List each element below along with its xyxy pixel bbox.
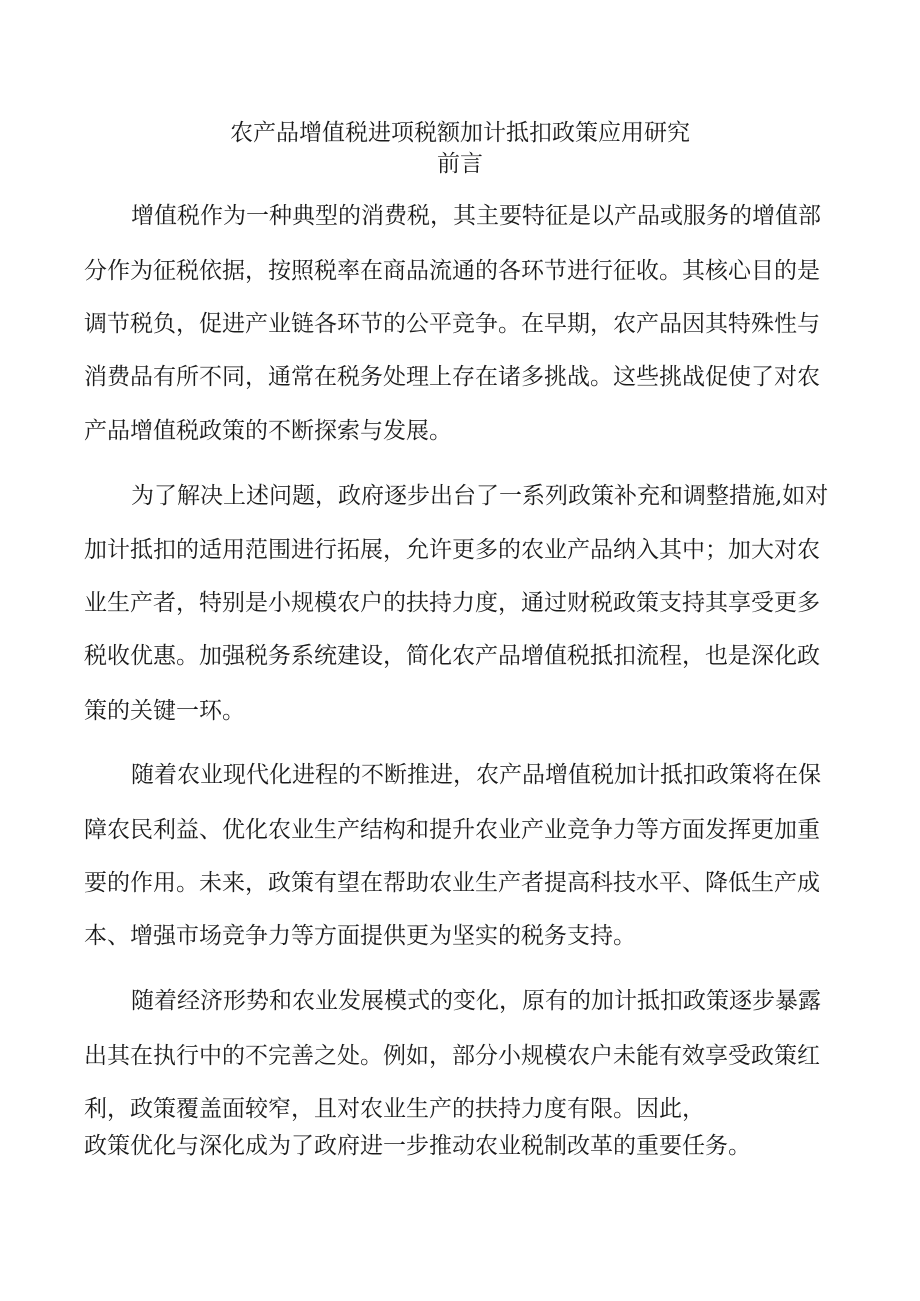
paragraph-4-line-1: 随着经济形势和农业发展模式的变化，原有的加计抵扣政策逐步暴露 [131, 988, 821, 1014]
paragraph-3-line-2: 障农民利益、优化农业生产结构和提升农业产业竞争力等方面发挥更加重 [84, 817, 820, 843]
document-title: 农产品增值税进项税额加计抵扣政策应用研究 [230, 120, 690, 146]
paragraph-1-line-1: 增值税作为一种典型的消费税，其主要特征是以产品或服务的增值部 [131, 203, 821, 229]
paragraph-1-line-3: 调节税负，促进产业链各环节的公平竞争。在早期，农产品因其特殊性与 [84, 311, 820, 337]
paragraph-2-line-3: 业生产者，特别是小规模农户的扶持力度，通过财税政策支持其享受更多 [84, 590, 820, 616]
paragraph-2-line-5: 策的关键一环。 [84, 698, 245, 724]
paragraph-1-line-4: 消费品有所不同，通常在税务处理上存在诸多挑战。这些挑战促使了对农 [84, 364, 820, 390]
paragraph-1-line-5: 产品增值税政策的不断探索与发展。 [84, 418, 452, 444]
paragraph-4-line-4: 政策优化与深化成为了政府进一步推动农业税制改革的重要任务。 [84, 1133, 751, 1159]
paragraph-3-line-3: 要的作用。未来，政策有望在帮助农业生产者提高科技水平、降低生产成 [84, 870, 820, 896]
paragraph-1-line-2: 分作为征税依据，按照税率在商品流通的各环节进行征收。其核心目的是 [84, 258, 820, 284]
paragraph-4-line-2: 出其在执行中的不完善之处。例如，部分小规模农户未能有效享受政策红 [84, 1043, 820, 1069]
paragraph-2-line-2: 加计抵扣的适用范围进行拓展，允许更多的农业产品纳入其中；加大对农 [84, 537, 820, 563]
document-subtitle: 前言 [437, 151, 483, 177]
paragraph-3-line-4: 本、增强市场竞争力等方面提供更为坚实的税务支持。 [84, 923, 636, 949]
paragraph-3-line-1: 随着农业现代化进程的不断推进，农产品增值税加计抵扣政策将在保 [131, 762, 821, 788]
paragraph-4-line-3: 利，政策覆盖面较窄，且对农业生产的扶持力度有限。因此， [84, 1096, 705, 1122]
paragraph-2-line-1: 为了解决上述问题，政府逐步出台了一系列政策补充和调整措施,如对 [131, 483, 829, 509]
paragraph-2-line-4: 税收优惠。加强税务系统建设，简化农产品增值税抵扣流程，也是深化政 [84, 643, 820, 669]
